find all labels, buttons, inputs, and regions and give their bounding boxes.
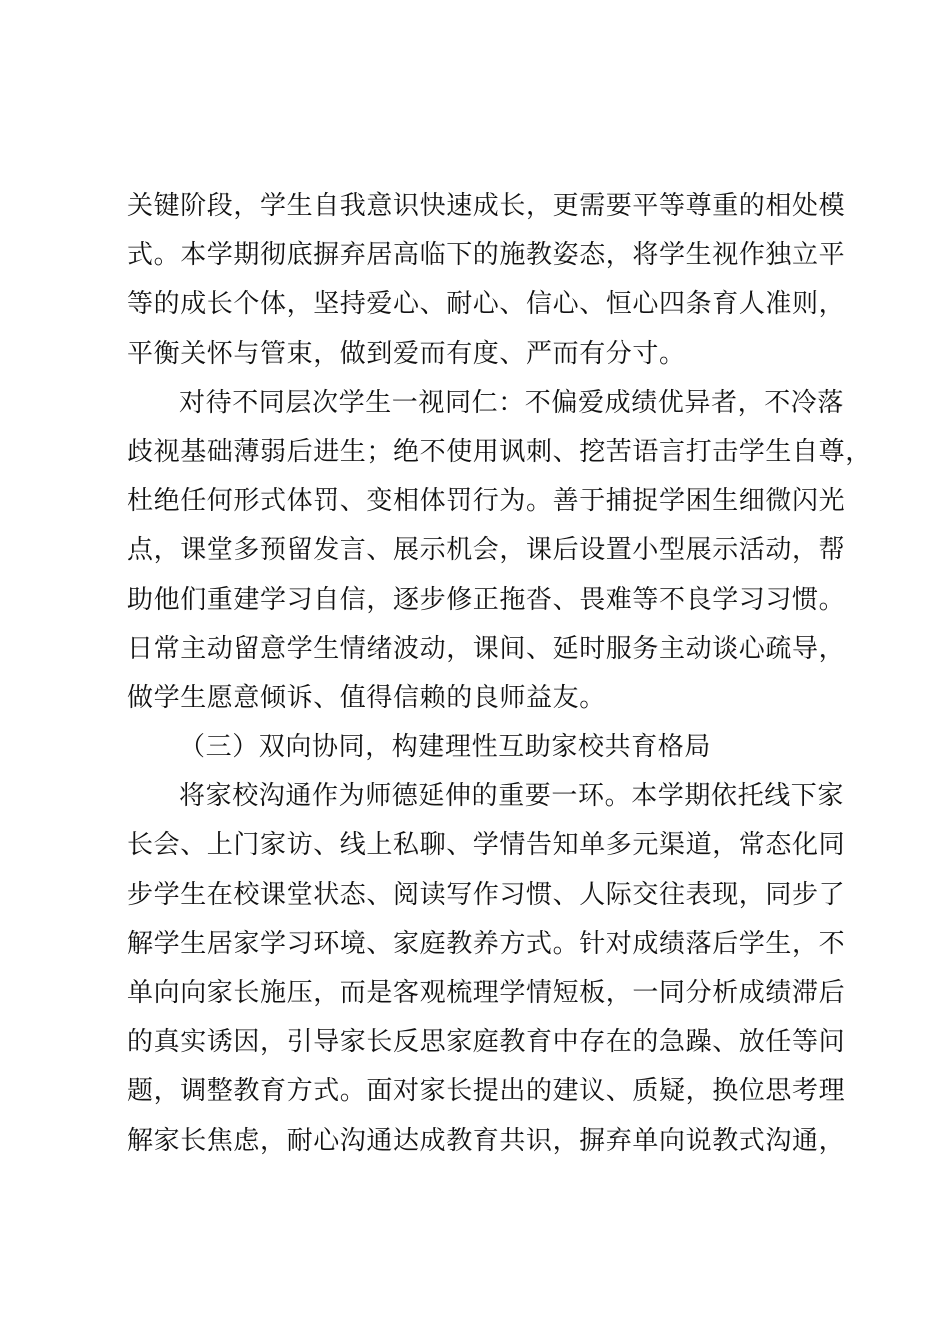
body-text [127, 182, 872, 1166]
text-line: 的真实诱因，引导家长反思家庭教育中存在的急躁、放任等问 [127, 1027, 846, 1058]
paragraph-first-line: 将家校沟通作为师德延伸的重要一环。本学期依托线下家 [179, 781, 845, 812]
text-line: 歧视基础薄弱后进生；绝不使用讽刺、挖苦语言打击学生自尊， [127, 436, 872, 467]
text-line: 单向向家长施压，而是客观梳理学情短板，一同分析成绩滞后 [127, 978, 846, 1008]
paragraph-first-line: 对待不同层次学生一视同仁：不偏爱成绩优异者，不冷落 [179, 387, 845, 418]
text-line: 题，调整教育方式。面对家长提出的建议、质疑，换位思考理 [127, 1076, 846, 1107]
text-line: 平衡关怀与管束，做到爱而有度、严而有分寸。 [127, 338, 686, 369]
text-line: 关键阶段，学生自我意识快速成长，更需要平等尊重的相处模 [127, 191, 846, 221]
text-line: 等的成长个体，坚持爱心、耐心、信心、恒心四条育人准则， [127, 289, 846, 320]
text-line: 解家长焦虑，耐心沟通达成教育共识，摒弃单向说教式沟通， [127, 1125, 846, 1156]
text-line: 点，课堂多预留发言、展示机会，课后设置小型展示活动，帮 [127, 535, 846, 566]
text-line: 步学生在校课堂状态、阅读写作习惯、人际交往表现，同步了 [127, 879, 846, 910]
text-line: 日常主动留意学生情绪波动，课间、延时服务主动谈心疏导， [127, 633, 846, 664]
text-line: 式。本学期彻底摒弃居高临下的施教姿态，将学生视作独立平 [127, 240, 846, 271]
text-line: 杜绝任何形式体罚、变相体罚行为。善于捕捉学困生细微闪光 [127, 486, 846, 517]
section-heading: （三）双向协同，构建理性互助家校共育格局 [179, 732, 712, 763]
text-line: 解学生居家学习环境、家庭教养方式。针对成绩落后学生，不 [127, 928, 846, 959]
text-line: 长会、上门家访、线上私聊、学情告知单多元渠道，常态化同 [127, 830, 846, 861]
text-line: 助他们重建学习自信，逐步修正拖沓、畏难等不良学习习惯。 [127, 584, 846, 615]
text-line: 做学生愿意倾诉、值得信赖的良师益友。 [127, 682, 606, 713]
